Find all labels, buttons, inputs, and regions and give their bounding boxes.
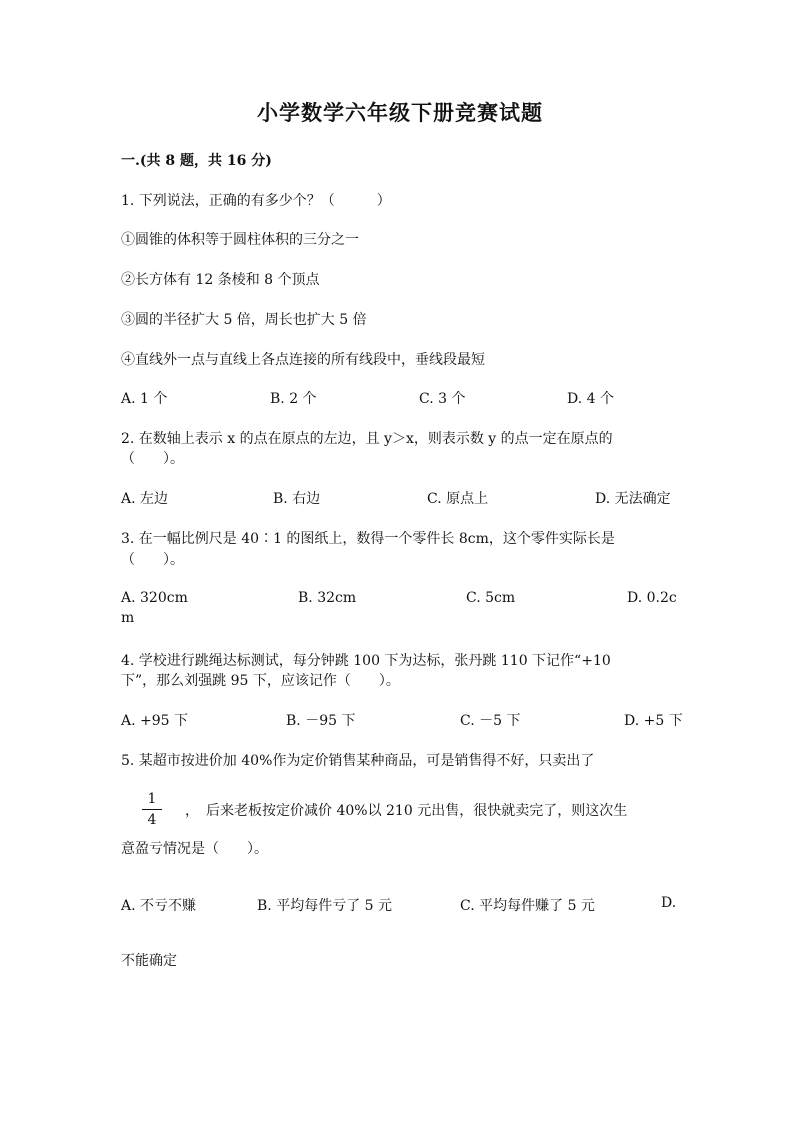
fraction-bar	[142, 809, 162, 810]
question-5-line-1: 5. 某超市按进价加 40%作为定价销售某种商品，可是销售得不好，只卖出了	[121, 753, 595, 769]
question-4-option-a: A. +95 下	[121, 713, 189, 729]
fraction-one-quarter	[142, 792, 162, 827]
question-4-option-c: C. －5 下	[460, 713, 521, 729]
question-1-option-c: C. 3 个	[419, 391, 466, 407]
question-2-option-c: C. 原点上	[427, 491, 489, 507]
question-4-line-2: 下”，那么刘强跳 95 下，应该记作（ ）。	[121, 673, 400, 689]
question-1-option-a: A. 1 个	[121, 391, 168, 407]
fraction-numerator: 1	[147, 791, 157, 807]
question-1-stem: 1. 下列说法，正确的有多少个？（ ）	[121, 193, 391, 209]
question-2-option-b: B. 右边	[273, 491, 321, 507]
question-1-statement-4: ④直线外一点与直线上各点连接的所有线段中，垂线段最短	[121, 352, 485, 368]
question-5-option-d-wrap: 不能确定	[121, 953, 177, 969]
question-3-option-b: B. 32cm	[298, 590, 357, 606]
question-5-option-b: B. 平均每件亏了 5 元	[257, 898, 392, 914]
question-5-line-3: 意盈亏情况是（ ）。	[121, 841, 268, 857]
question-4-option-d: D. +5 下	[624, 713, 683, 729]
question-3-line-1: 3. 在一幅比例尺是 40∶1 的图纸上，数得一个零件长 8cm，这个零件实际长是	[121, 531, 615, 547]
question-4-option-b: B. －95 下	[286, 713, 356, 729]
question-1-statement-3: ③圆的半径扩大 5 倍，周长也扩大 5 倍	[121, 312, 367, 328]
question-1-option-b: B. 2 个	[270, 391, 317, 407]
question-1-statement-2: ②长方体有 12 条棱和 8 个顶点	[121, 272, 320, 288]
question-5-line-2: ， 后来老板按定价减价 40%以 210 元出售，很快就卖完了，则这次生	[185, 803, 628, 819]
question-1-option-d: D. 4 个	[567, 391, 614, 407]
page-title: 小学数学六年级下册竞赛试题	[257, 100, 543, 125]
question-2-line-2: （ ）。	[121, 451, 184, 467]
question-3-option-c: C. 5cm	[466, 590, 516, 606]
question-5-option-c: C. 平均每件赚了 5 元	[460, 898, 595, 914]
section-heading: 一.(共 8 题，共 16 分)	[121, 153, 272, 169]
question-1-statement-1: ①圆锥的体积等于圆柱体积的三分之一	[121, 232, 359, 248]
fraction-denominator: 4	[147, 812, 157, 828]
question-2-line-1: 2. 在数轴上表示 x 的点在原点的左边，且 y＞x，则表示数 y 的点一定在原点的	[121, 431, 613, 447]
question-3-option-d-wrap: m	[121, 610, 135, 626]
question-4-line-1: 4. 学校进行跳绳达标测试，每分钟跳 100 下为达标，张丹跳 110 下记作“+10	[121, 653, 611, 669]
question-3-line-2: （ ）。	[121, 552, 184, 568]
question-3-option-a: A. 320cm	[121, 590, 188, 606]
question-2-option-a: A. 左边	[121, 491, 169, 507]
question-3-option-d: D. 0.2c	[627, 590, 677, 606]
question-5-option-d: D.	[661, 895, 677, 911]
question-5-option-a: A. 不亏不赚	[121, 898, 197, 914]
question-2-option-d: D. 无法确定	[595, 491, 671, 507]
